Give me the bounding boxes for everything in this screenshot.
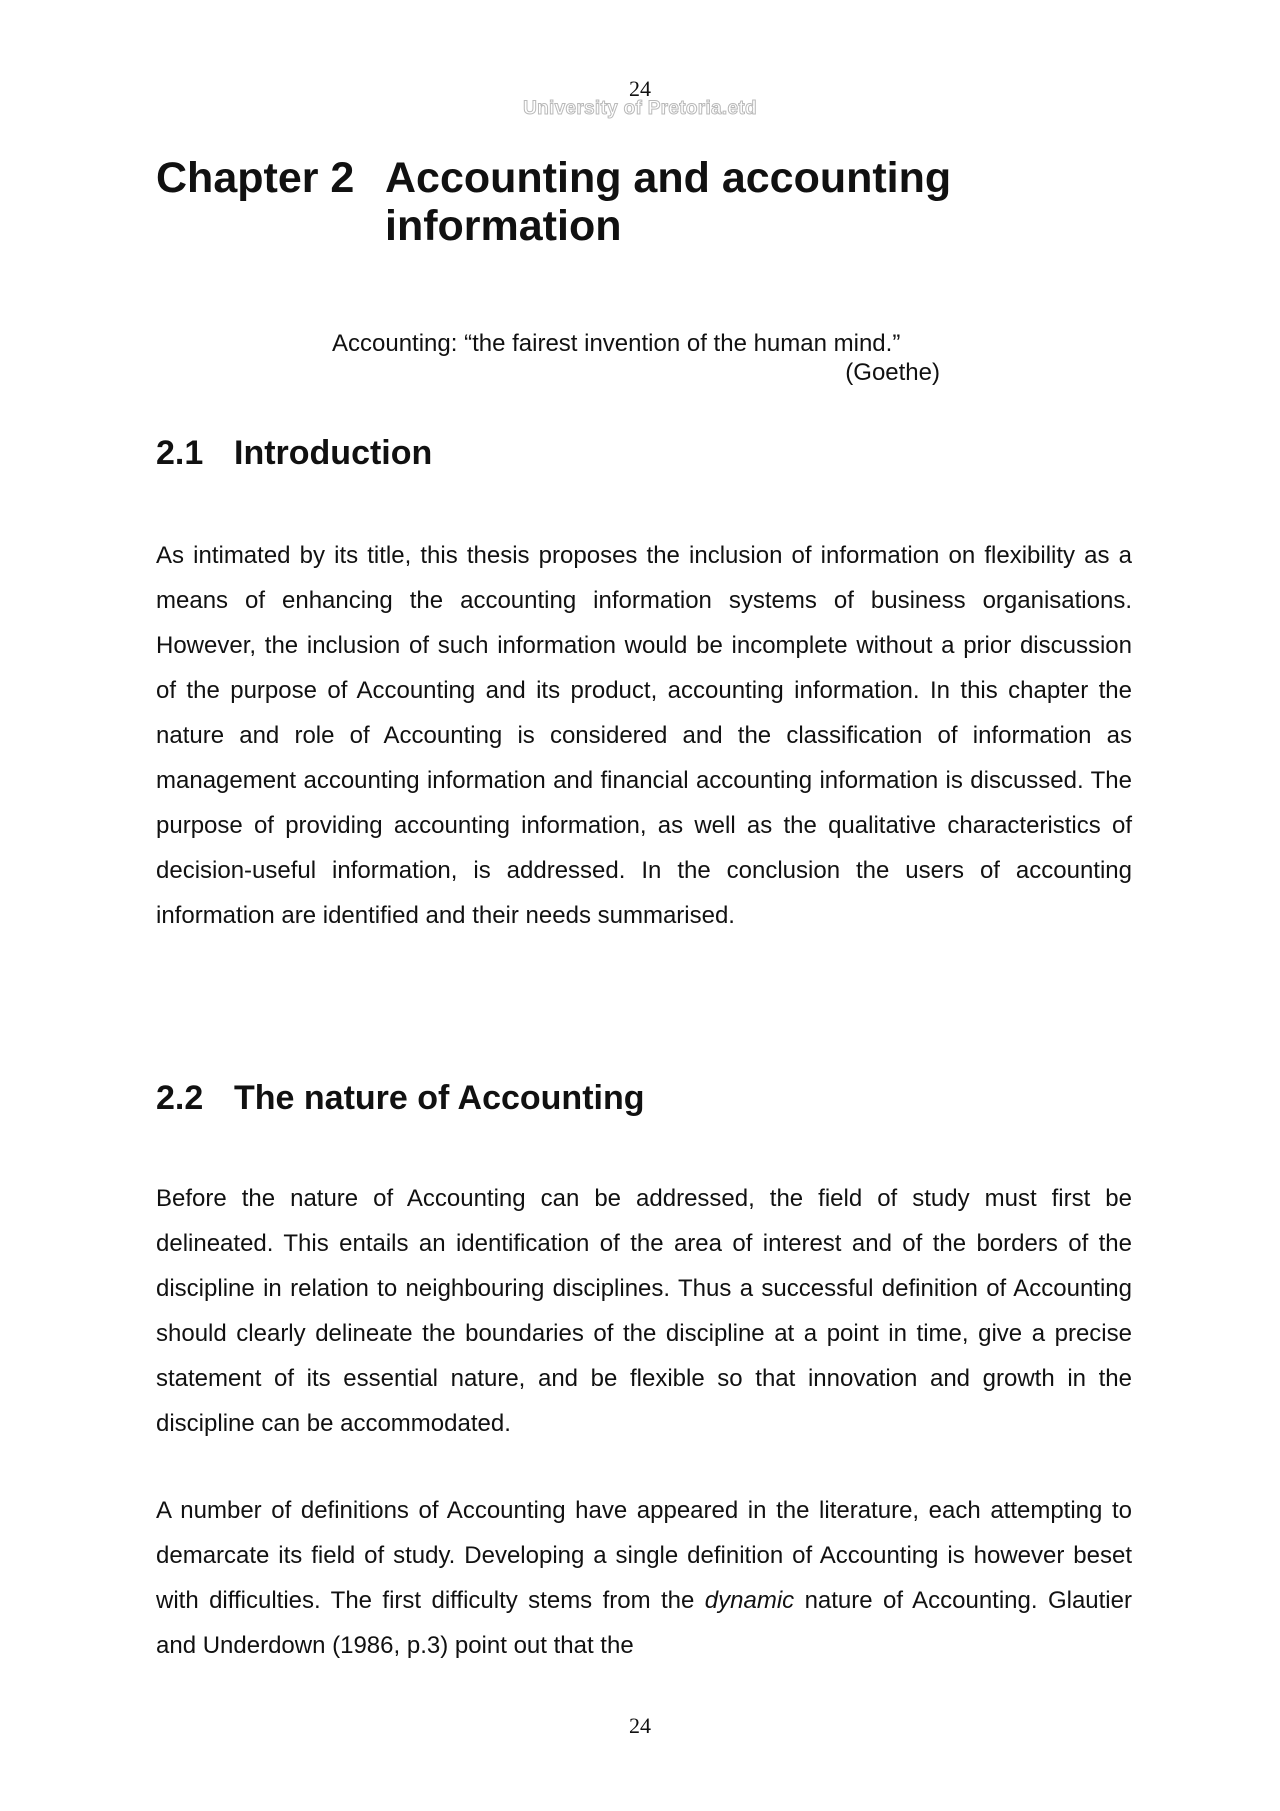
paragraph-introduction: As intimated by its title, this thesis proposes the inclusion of information on flexibility as a means of enhancing the accounting information systems of business organisations. However, the inclusion of such information would be incomplete without a prior discussion of the purpose of Accounting and its product, accounting information. In this chapter the nature and role of Accounting is considered and the classification of information as management accounting information and financial accounting information is discussed. The purpose of providing accounting information, as well as the qualitative characteristics of decision-useful information, is addressed. In the conclusion the users of accounting information are identified and their needs summarised. xyxy=(156,542,1132,929)
section-heading-introduction xyxy=(156,433,432,473)
footer-page-number: 24 xyxy=(629,1713,651,1738)
epigraph-quote: Accounting: “the fairest invention of the human mind.” xyxy=(332,330,901,357)
header-page-number: 24 xyxy=(629,76,651,101)
paragraph-text: A number of definitions of Accounting have appeared in the literature, each attempting to demarcate its field of study. Developing a single definition of Accounting is however beset with difficulties. The first difficulty stems from the xyxy=(156,1497,1132,1614)
section-number: 2.2 xyxy=(156,1079,204,1117)
epigraph-author: (Goethe) xyxy=(845,359,940,386)
paragraph-nature-2 xyxy=(156,1488,1132,1668)
chapter-number: Chapter 2 xyxy=(156,154,355,202)
chapter-title: Accounting and accounting information xyxy=(385,154,952,250)
section-title: The nature of Accounting xyxy=(234,1079,645,1117)
epigraph xyxy=(332,329,940,387)
section-title: Introduction xyxy=(234,434,433,472)
paragraph-nature-1: Before the nature of Accounting can be addressed, the field of study must first be delineated. This entails an identification of the area of interest and of the borders of the discipline in relation to neighbouring disciplines. Thus a successful definition of Accounting should clearly delineate the boundaries of the discipline at a point in time, give a precise statement of its essential nature, and be flexible so that innovation and growth in the discipline can be accommodated. xyxy=(156,1185,1132,1437)
section-number: 2.1 xyxy=(156,434,204,472)
section-heading-nature-of-accounting xyxy=(156,1078,645,1118)
university-watermark: University of Pretoria.etd xyxy=(523,98,757,119)
paragraph-text: nature of Accounting. Glautier and Underdown (1986, p.3) point out that the xyxy=(156,1587,1132,1659)
emphasis-dynamic: dynamic xyxy=(704,1587,795,1614)
